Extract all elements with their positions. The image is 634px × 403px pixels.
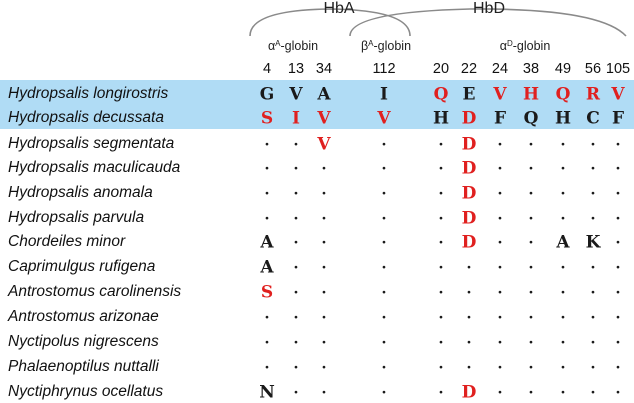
identical-residue-dot: · (381, 209, 387, 228)
identical-residue-dot: · (438, 258, 444, 277)
residue-cell: A (260, 257, 274, 278)
identical-residue-dot: · (321, 383, 327, 402)
identical-residue-dot: · (264, 308, 270, 327)
identical-residue-dot: · (590, 258, 596, 277)
identical-residue-dot: · (293, 159, 299, 178)
identical-residue-dot: · (560, 358, 566, 377)
position-label-22: 22 (460, 61, 478, 77)
identical-residue-dot: · (528, 383, 534, 402)
residue-cell: F (611, 108, 625, 129)
alpha-d-globin-label: $\alpha^D$-globin (499, 39, 551, 53)
identical-residue-dot: · (528, 283, 534, 302)
identical-residue-dot: · (497, 383, 503, 402)
identical-residue-dot: · (438, 358, 444, 377)
species-name: Hydropsalis longirostris (8, 85, 169, 102)
identical-residue-dot: · (590, 358, 596, 377)
identical-residue-dot: · (438, 233, 444, 252)
residue-cell: V (289, 84, 303, 105)
position-label-13: 13 (287, 61, 305, 77)
identical-residue-dot: · (293, 258, 299, 277)
identical-residue-dot: · (293, 383, 299, 402)
identical-residue-dot: · (615, 135, 621, 154)
identical-residue-dot: · (466, 333, 472, 352)
identical-residue-dot: · (497, 209, 503, 228)
identical-residue-dot: · (438, 135, 444, 154)
residue-cell: S (260, 282, 274, 303)
position-label-20: 20 (432, 61, 450, 77)
identical-residue-dot: · (497, 358, 503, 377)
residue-cell: A (260, 232, 274, 253)
residue-cell: C (586, 108, 600, 129)
identical-residue-dot: · (497, 233, 503, 252)
identical-residue-dot: · (381, 333, 387, 352)
identical-residue-dot: · (615, 308, 621, 327)
identical-residue-dot: · (321, 233, 327, 252)
identical-residue-dot: · (438, 333, 444, 352)
identical-residue-dot: · (590, 209, 596, 228)
identical-residue-dot: · (381, 358, 387, 377)
identical-residue-dot: · (381, 135, 387, 154)
residue-cell: H (432, 108, 450, 129)
residue-cell: D (461, 382, 477, 403)
position-label-4: 4 (262, 61, 272, 77)
identical-residue-dot: · (615, 283, 621, 302)
identical-residue-dot: · (321, 184, 327, 203)
identical-residue-dot: · (381, 308, 387, 327)
identical-residue-dot: · (615, 209, 621, 228)
position-label-56: 56 (584, 61, 602, 77)
identical-residue-dot: · (497, 258, 503, 277)
position-label-38: 38 (522, 61, 540, 77)
identical-residue-dot: · (293, 308, 299, 327)
identical-residue-dot: · (466, 258, 472, 277)
identical-residue-dot: · (590, 308, 596, 327)
identical-residue-dot: · (466, 358, 472, 377)
position-label-112: 112 (372, 61, 396, 77)
identical-residue-dot: · (321, 358, 327, 377)
identical-residue-dot: · (438, 383, 444, 402)
identical-residue-dot: · (497, 308, 503, 327)
identical-residue-dot: · (293, 209, 299, 228)
species-name: Hydropsalis maculicauda (8, 159, 181, 176)
identical-residue-dot: · (497, 184, 503, 203)
residue-cell: D (461, 158, 477, 179)
identical-residue-dot: · (615, 333, 621, 352)
identical-residue-dot: · (590, 283, 596, 302)
position-label-24: 24 (491, 61, 509, 77)
identical-residue-dot: · (264, 184, 270, 203)
species-name: Antrostomus carolinensis (8, 283, 182, 300)
identical-residue-dot: · (293, 358, 299, 377)
residue-cell: V (317, 108, 331, 129)
identical-residue-dot: · (615, 233, 621, 252)
identical-residue-dot: · (615, 159, 621, 178)
identical-residue-dot: · (560, 383, 566, 402)
identical-residue-dot: · (497, 135, 503, 154)
identical-residue-dot: · (528, 135, 534, 154)
hbd-label: HbD (472, 0, 506, 17)
identical-residue-dot: · (381, 283, 387, 302)
identical-residue-dot: · (381, 233, 387, 252)
identical-residue-dot: · (321, 308, 327, 327)
identical-residue-dot: · (264, 358, 270, 377)
identical-residue-dot: · (560, 135, 566, 154)
residue-cell: Q (433, 84, 449, 105)
identical-residue-dot: · (560, 258, 566, 277)
residue-cell: G (259, 84, 275, 105)
residue-cell: A (556, 232, 570, 253)
species-name: Hydropsalis segmentata (8, 135, 175, 152)
identical-residue-dot: · (528, 209, 534, 228)
identical-residue-dot: · (321, 283, 327, 302)
identical-residue-dot: · (293, 184, 299, 203)
identical-residue-dot: · (264, 159, 270, 178)
identical-residue-dot: · (321, 258, 327, 277)
identical-residue-dot: · (560, 333, 566, 352)
identical-residue-dot: · (293, 135, 299, 154)
residue-cell: V (377, 108, 391, 129)
identical-residue-dot: · (438, 308, 444, 327)
residue-cell: S (260, 108, 274, 129)
identical-residue-dot: · (528, 308, 534, 327)
identical-residue-dot: · (264, 333, 270, 352)
residue-cell: R (585, 84, 601, 105)
identical-residue-dot: · (615, 184, 621, 203)
identical-residue-dot: · (381, 383, 387, 402)
identical-residue-dot: · (466, 308, 472, 327)
residue-cell: H (522, 84, 540, 105)
residue-cell: Q (555, 84, 571, 105)
residue-cell: N (259, 382, 275, 403)
identical-residue-dot: · (560, 159, 566, 178)
identical-residue-dot: · (528, 258, 534, 277)
residue-cell: F (493, 108, 507, 129)
identical-residue-dot: · (438, 184, 444, 203)
species-name: Chordeiles minor (8, 233, 126, 250)
identical-residue-dot: · (590, 333, 596, 352)
species-name: Nyctiphrynus ocellatus (8, 383, 164, 400)
identical-residue-dot: · (264, 135, 270, 154)
identical-residue-dot: · (560, 209, 566, 228)
residue-cell: H (554, 108, 572, 129)
species-name: Hydropsalis parvula (8, 209, 145, 226)
position-label-34: 34 (315, 61, 333, 77)
identical-residue-dot: · (321, 333, 327, 352)
residue-cell: D (461, 183, 477, 204)
identical-residue-dot: · (381, 159, 387, 178)
beta-a-globin-label: $\beta^A$-globin (360, 39, 412, 53)
identical-residue-dot: · (438, 283, 444, 302)
identical-residue-dot: · (497, 283, 503, 302)
identical-residue-dot: · (293, 283, 299, 302)
identical-residue-dot: · (528, 333, 534, 352)
identical-residue-dot: · (264, 209, 270, 228)
residue-cell: E (462, 84, 476, 105)
species-name: Nyctipolus nigrescens (8, 333, 159, 350)
identical-residue-dot: · (293, 333, 299, 352)
species-name: Phalaenoptilus nuttalli (8, 358, 159, 375)
residue-cell: D (461, 232, 477, 253)
position-label-105: 105 (605, 61, 631, 77)
identical-residue-dot: · (438, 159, 444, 178)
identical-residue-dot: · (528, 358, 534, 377)
identical-residue-dot: · (560, 283, 566, 302)
identical-residue-dot: · (466, 283, 472, 302)
identical-residue-dot: · (615, 358, 621, 377)
identical-residue-dot: · (497, 333, 503, 352)
residue-cell: I (292, 108, 300, 129)
identical-residue-dot: · (528, 159, 534, 178)
residue-cell: D (461, 208, 477, 229)
identical-residue-dot: · (590, 135, 596, 154)
residue-cell: V (317, 134, 331, 155)
identical-residue-dot: · (321, 209, 327, 228)
residue-cell: Q (523, 108, 539, 129)
identical-residue-dot: · (590, 159, 596, 178)
residue-cell: V (493, 84, 507, 105)
identical-residue-dot: · (497, 159, 503, 178)
alpha-a-globin-label: $\alpha^A$-globin (267, 39, 319, 53)
identical-residue-dot: · (438, 209, 444, 228)
identical-residue-dot: · (293, 233, 299, 252)
residue-cell: V (611, 84, 625, 105)
identical-residue-dot: · (615, 383, 621, 402)
identical-residue-dot: · (528, 233, 534, 252)
residue-cell: K (585, 232, 601, 253)
species-name: Antrostomus arizonae (8, 308, 159, 325)
residue-cell: D (461, 108, 477, 129)
residue-cell: A (317, 84, 331, 105)
hba-label: HbA (323, 0, 355, 17)
identical-residue-dot: · (615, 258, 621, 277)
species-name: Hydropsalis anomala (8, 184, 153, 201)
identical-residue-dot: · (381, 184, 387, 203)
identical-residue-dot: · (590, 184, 596, 203)
identical-residue-dot: · (381, 258, 387, 277)
identical-residue-dot: · (590, 383, 596, 402)
identical-residue-dot: · (560, 184, 566, 203)
species-name: Hydropsalis decussata (8, 109, 164, 126)
residue-cell: I (380, 84, 388, 105)
position-label-49: 49 (554, 61, 572, 77)
residue-cell: D (461, 134, 477, 155)
identical-residue-dot: · (560, 308, 566, 327)
identical-residue-dot: · (528, 184, 534, 203)
species-name: Caprimulgus rufigena (8, 258, 156, 275)
identical-residue-dot: · (321, 159, 327, 178)
